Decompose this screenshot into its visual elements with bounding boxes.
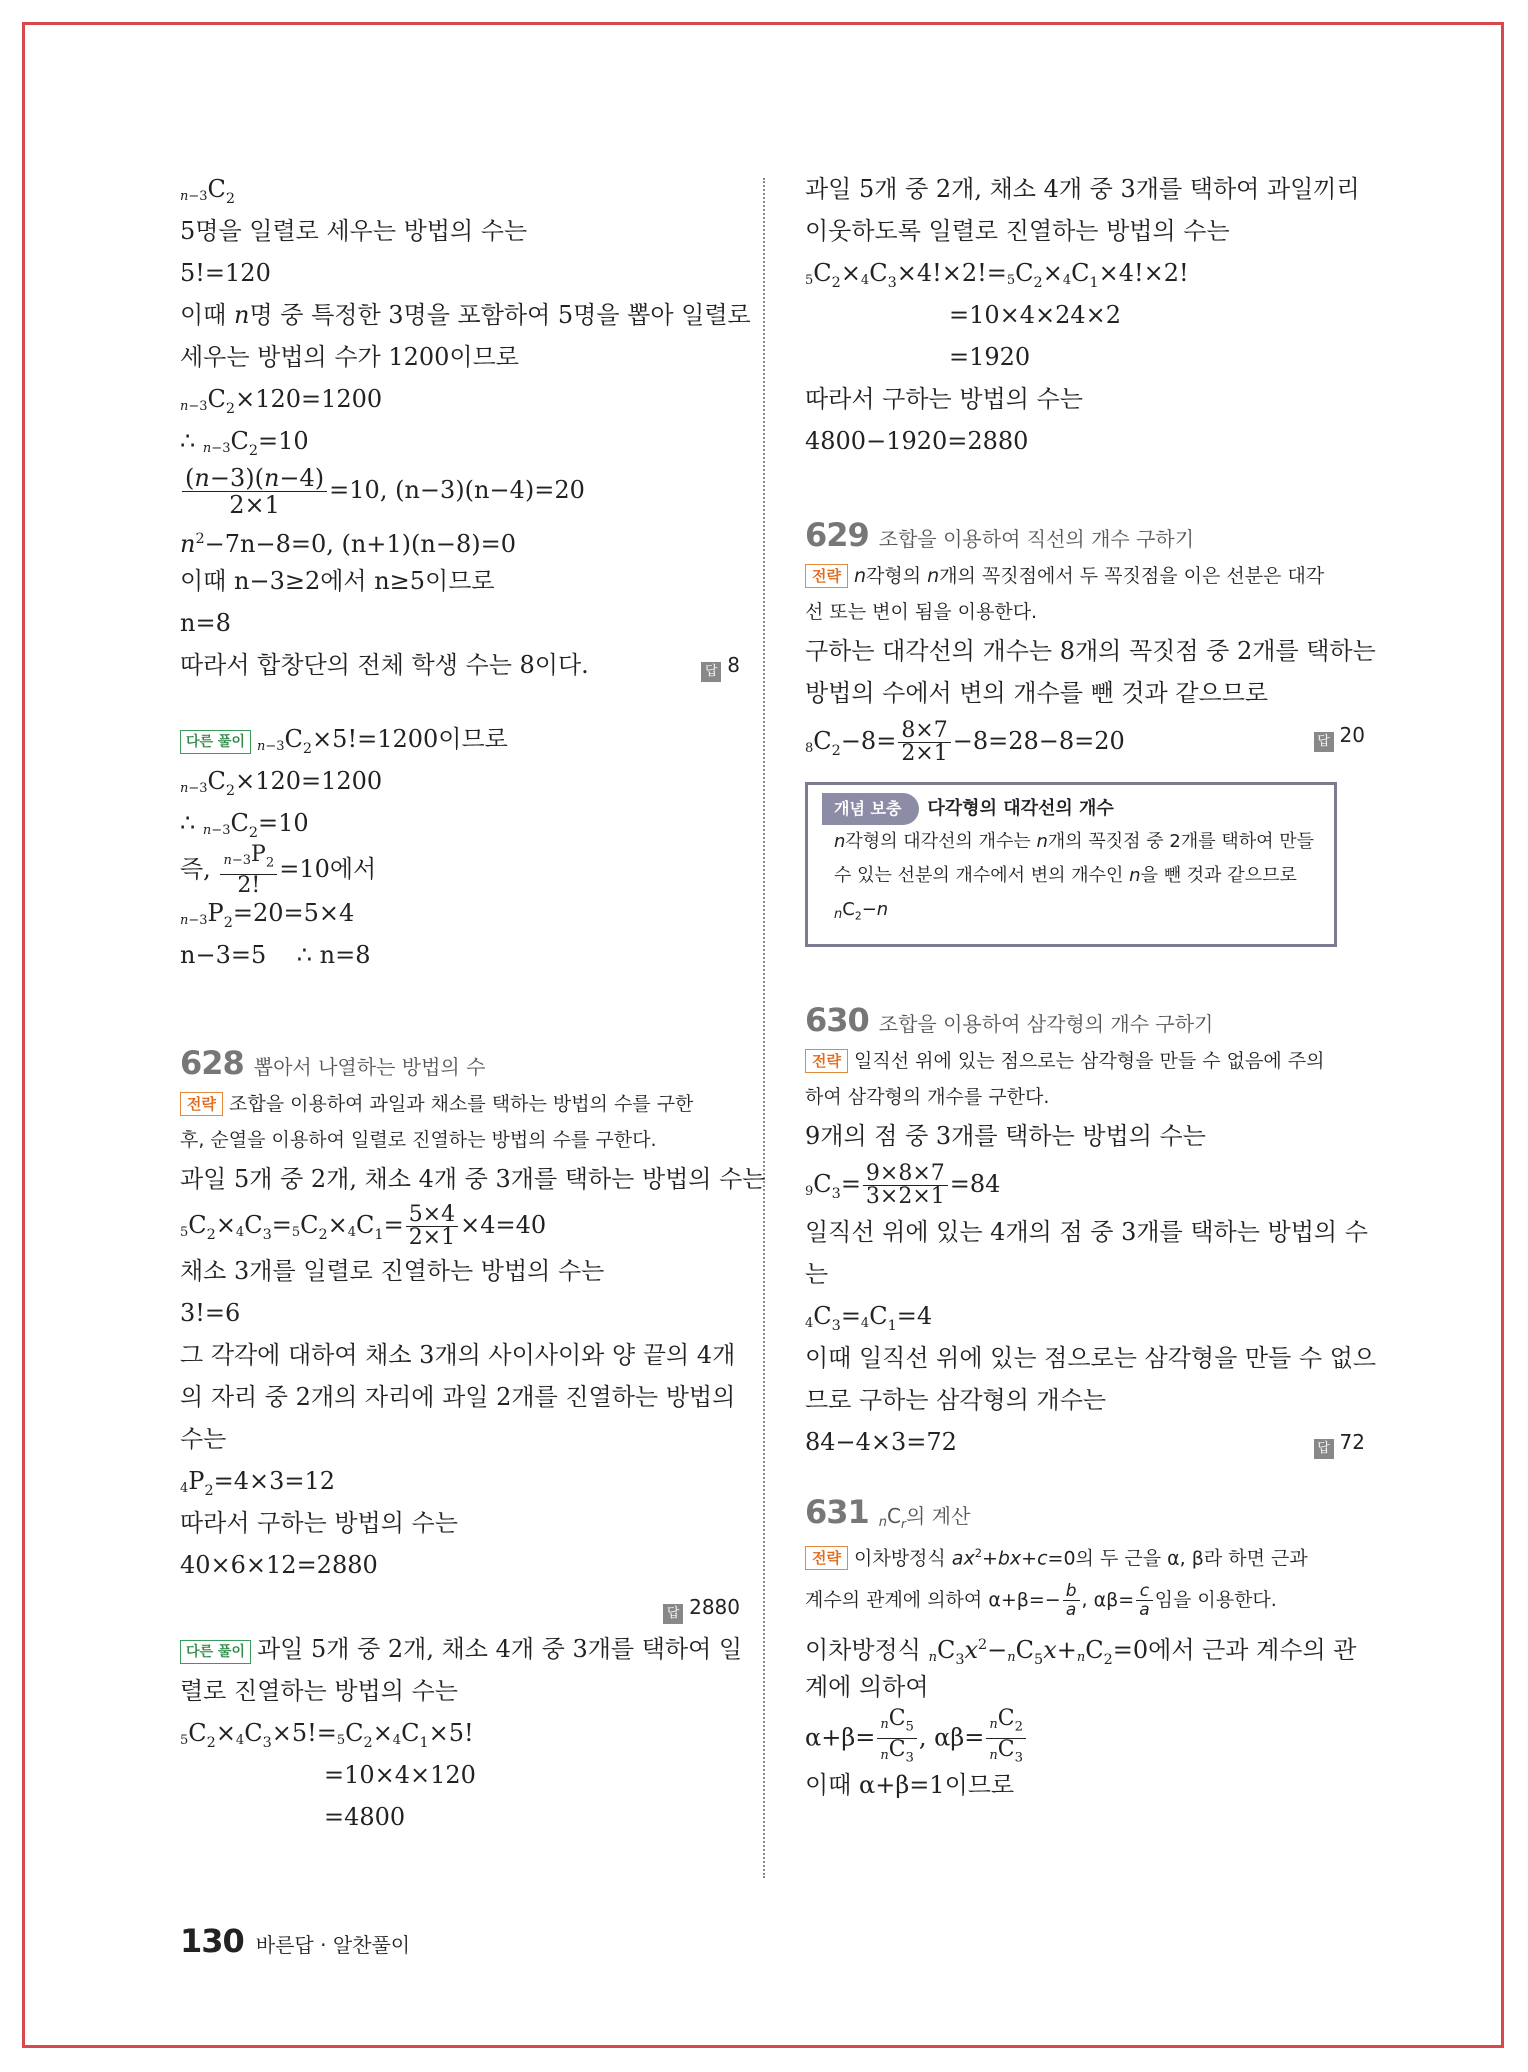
strategy-line: 하여 삼각형의 개수를 구한다. — [805, 1085, 1050, 1108]
text-line: 과일 5개 중 2개, 채소 4개 중 3개를 택하는 방법의 수는 — [180, 1165, 766, 1193]
text-line: 이때 n−3≥2에서 n≥5이므로 — [180, 567, 495, 595]
fraction: $\frac{n-3P_2}{2!}$ — [220, 844, 277, 897]
math-line: =10×4×24×2 — [949, 301, 1122, 329]
strategy-tag: 전략 — [805, 1546, 848, 1570]
text-line: 이때 α+β=1이므로 — [805, 1770, 1015, 1799]
text-line: 따라서 구하는 방법의 수는 — [805, 385, 1083, 413]
fraction: $\frac{nC_2}{nC_3}$ — [986, 1708, 1026, 1770]
math-line: ∴ $n-3C_2=10$ — [180, 809, 309, 841]
math-line: n=8 — [180, 609, 231, 637]
concept-formula: $nC_2-n$ — [834, 899, 889, 923]
text-line: 구하는 대각선의 개수는 8개의 꼭짓점 중 2개를 택하는 — [805, 637, 1376, 665]
concept-badge: 개념 보충 — [822, 793, 919, 825]
fraction: $\frac{b}{a}$ — [1063, 1582, 1080, 1619]
text-line: 는 — [805, 1259, 829, 1288]
math-line: =4800 — [324, 1803, 406, 1831]
math-line: 3!=6 — [180, 1299, 241, 1327]
text-line: 9개의 점 중 3개를 택하는 방법의 수는 — [805, 1121, 1206, 1150]
fraction: $\frac{5\times 4}{2\times 1}$ — [406, 1204, 458, 1249]
math-line: $8C_2-8=$ $\frac{8\times 7}{2\times 1}$ −8=28−8=20 답 20 — [805, 714, 1365, 768]
math-line: $9C_3=$ $\frac{9\times 8\times 7}{3\times 2\times 1}$ =84 — [805, 1160, 1001, 1209]
text-line: 렬로 진열하는 방법의 수는 — [180, 1677, 458, 1705]
alt-solution-line: 다른 풀이 $n-3C_2\times 5!=1200$이므로 — [180, 718, 740, 760]
math-line: 4800−1920=2880 — [805, 427, 1029, 455]
strategy-line: 계수의 관계에 의하여 α+β=− $\frac{b}{a}$ , αβ= $\frac{c}{a}$ 임을 이용한다. — [805, 1580, 1277, 1620]
text-line: 수는 — [180, 1425, 227, 1453]
math-line: =10×4×120 — [324, 1761, 476, 1789]
answer-icon: 답 — [663, 1604, 683, 1624]
left-column — [180, 168, 766, 1838]
problem-630-heading: 630 조합을 이용하여 삼각형의 개수 구하기 — [805, 1000, 1214, 1039]
text-line: 5명을 일렬로 세우는 방법의 수는 — [180, 217, 528, 245]
column-divider — [763, 178, 765, 1878]
concept-box — [805, 782, 1337, 947]
strategy-tag: 전략 — [180, 1092, 223, 1116]
strategy-line: 전략 이차방정식 $ax^2+bx+c=0$의 두 근을 α, β라 하면 근과 — [805, 1535, 1365, 1576]
strategy-line: 전략 n각형의 n개의 꼭짓점에서 두 꼭짓점을 이은 선분은 대각 — [805, 558, 1365, 594]
answer-badge: 답 8 — [701, 644, 740, 686]
math-line: $4P_2=4\times 3=12$ — [180, 1467, 335, 1499]
text-line: 세우는 방법의 수가 1200이므로 — [180, 343, 519, 371]
math-line: 즉, $\frac{n-3P_2}{2!}$ =10에서 — [180, 842, 377, 899]
math-line: $n-3P_2=20=5\times 4$ — [180, 899, 355, 931]
page-footer — [180, 1922, 410, 1960]
fraction: $\frac{8\times 7}{2\times 1}$ — [898, 720, 950, 765]
concept-heading: 개념 보충 다각형의 대각선의 개수 — [822, 793, 1320, 825]
text-line: 따라서 합창단의 전체 학생 수는 8이다. 답 8 — [180, 644, 740, 686]
math-line: 5!=120 — [180, 259, 271, 287]
strategy-line: 전략 일직선 위에 있는 점으로는 삼각형을 만들 수 없음에 주의 — [805, 1043, 1365, 1079]
concept-line: n각형의 대각선의 개수는 n개의 꼭짓점 중 2개를 택하여 만들 — [834, 831, 1314, 852]
math-line: $n^2-7n-8=0$, (n+1)(n−8)=0 — [180, 530, 516, 558]
problem-631-heading: 631 $nC_r$의 계산 — [805, 1492, 971, 1531]
text-line: 그 각각에 대하여 채소 3개의 사이사이와 양 끝의 4개 — [180, 1341, 736, 1369]
math-line: $5C_2\times 4C_3=5C_2\times 4C_1=$ $\frac{5\times 4}{2\times 1}$ ×4=40 — [180, 1202, 547, 1250]
strategy-line: 후, 순열을 이용하여 일렬로 진열하는 방법의 수를 구한다. — [180, 1129, 657, 1151]
text-line: 의 자리 중 2개의 자리에 과일 2개를 진열하는 방법의 — [180, 1383, 736, 1411]
math-line: 84−4×3=72 답 72 — [805, 1421, 1365, 1463]
page-number: 130 — [180, 1922, 244, 1960]
text-line: 이웃하도록 일렬로 진열하는 방법의 수는 — [805, 217, 1230, 245]
answer-badge: 답 72 — [1314, 1421, 1365, 1463]
strategy-line: 선 또는 변이 됨을 이용한다. — [805, 601, 1038, 623]
text-line: 방법의 수에서 변의 개수를 뺀 것과 같으므로 — [805, 679, 1269, 707]
math-line: $n-3C_2\times 120=1200$ — [180, 767, 383, 799]
fraction: $\frac{(n-3)(n-4)}{2\times 1}$ — [182, 465, 327, 518]
math-line: $5C_2\times 4C_3\times 4!\times 2!=5C_2\times 4C_1\times 4!\times 2$! — [805, 259, 1189, 291]
page-footer-title: 바른답 · 알찬풀이 — [255, 1933, 411, 1957]
text-line: 계에 의하여 — [805, 1672, 929, 1701]
math-line: =1920 — [949, 343, 1031, 371]
text-line: 이때 일직선 위에 있는 점으로는 삼각형을 만들 수 없으 — [805, 1343, 1377, 1372]
text-line: 이차방정식 $nC_3x^2-nC_5x+nC_2=0$에서 근과 계수의 관 — [805, 1635, 1357, 1668]
concept-line: 수 있는 선분의 개수에서 변의 개수인 n을 뺀 것과 같으므로 — [834, 865, 1297, 886]
problem-628-heading: 628 뽑아서 나열하는 방법의 수 — [180, 1044, 486, 1082]
answer-line — [180, 1586, 740, 1628]
problem-629-heading: 629 조합을 이용하여 직선의 개수 구하기 — [805, 516, 1195, 554]
alt-solution-tag: 다른 풀이 — [180, 1640, 251, 1664]
math-line: 40×6×12=2880 — [180, 1551, 378, 1579]
text-line: 채소 3개를 일렬로 진열하는 방법의 수는 — [180, 1257, 605, 1285]
math-line: $4C_3=4C_1=4$ — [805, 1301, 933, 1334]
math-line: $n-3C_2\times 120=1200$ — [180, 385, 383, 417]
math-line: $n-3C_2$ — [180, 175, 236, 207]
right-column — [805, 168, 1377, 1806]
alt-solution-line: 다른 풀이 과일 5개 중 2개, 채소 4개 중 3개를 택하여 일 — [180, 1628, 740, 1670]
strategy-tag: 전략 — [805, 564, 848, 588]
math-line: α+β= $\frac{nC_5}{nC_3}$ , αβ= $\frac{nC_2}{nC_3}$ — [805, 1708, 1365, 1764]
text-line: 따라서 구하는 방법의 수는 — [180, 1509, 458, 1537]
fraction: $\frac{9\times 8\times 7}{3\times 2\times 1}$ — [863, 1163, 948, 1208]
answer-badge: 답 20 — [1314, 708, 1365, 762]
text-line: 일직선 위에 있는 4개의 점 중 3개를 택하는 방법의 수 — [805, 1217, 1368, 1246]
math-line: ∴ $n-3C_2=10$ — [180, 427, 309, 459]
fraction: $\frac{nC_5}{nC_3}$ — [877, 1708, 917, 1770]
math-line: $5C_2\times 4C_3\times 5!=5C_2\times 4C_1\times 5$! — [180, 1719, 474, 1751]
answer-icon: 답 — [701, 662, 721, 682]
strategy-line: 전략 조합을 이용하여 과일과 채소를 택하는 방법의 수를 구한 — [180, 1086, 740, 1122]
answer-icon: 답 — [1314, 732, 1334, 752]
answer-badge: 답 2880 — [663, 1586, 740, 1628]
text-line: 므로 구하는 삼각형의 개수는 — [805, 1385, 1107, 1414]
strategy-tag: 전략 — [805, 1049, 848, 1073]
math-line: $\frac{(n-3)(n-4)}{2\times 1}$ =10, (n−3)(n−4)=20 — [180, 462, 740, 518]
alt-solution-tag: 다른 풀이 — [180, 730, 251, 754]
text-line: 이때 n명 중 특정한 3명을 포함하여 5명을 뽑아 일렬로 — [180, 301, 751, 329]
answer-icon: 답 — [1314, 1439, 1334, 1459]
text-line: 과일 5개 중 2개, 채소 4개 중 3개를 택하여 과일끼리 — [805, 175, 1360, 203]
fraction: $\frac{c}{a}$ — [1136, 1582, 1152, 1619]
math-line: n−3=5 ∴ n=8 — [180, 941, 371, 969]
